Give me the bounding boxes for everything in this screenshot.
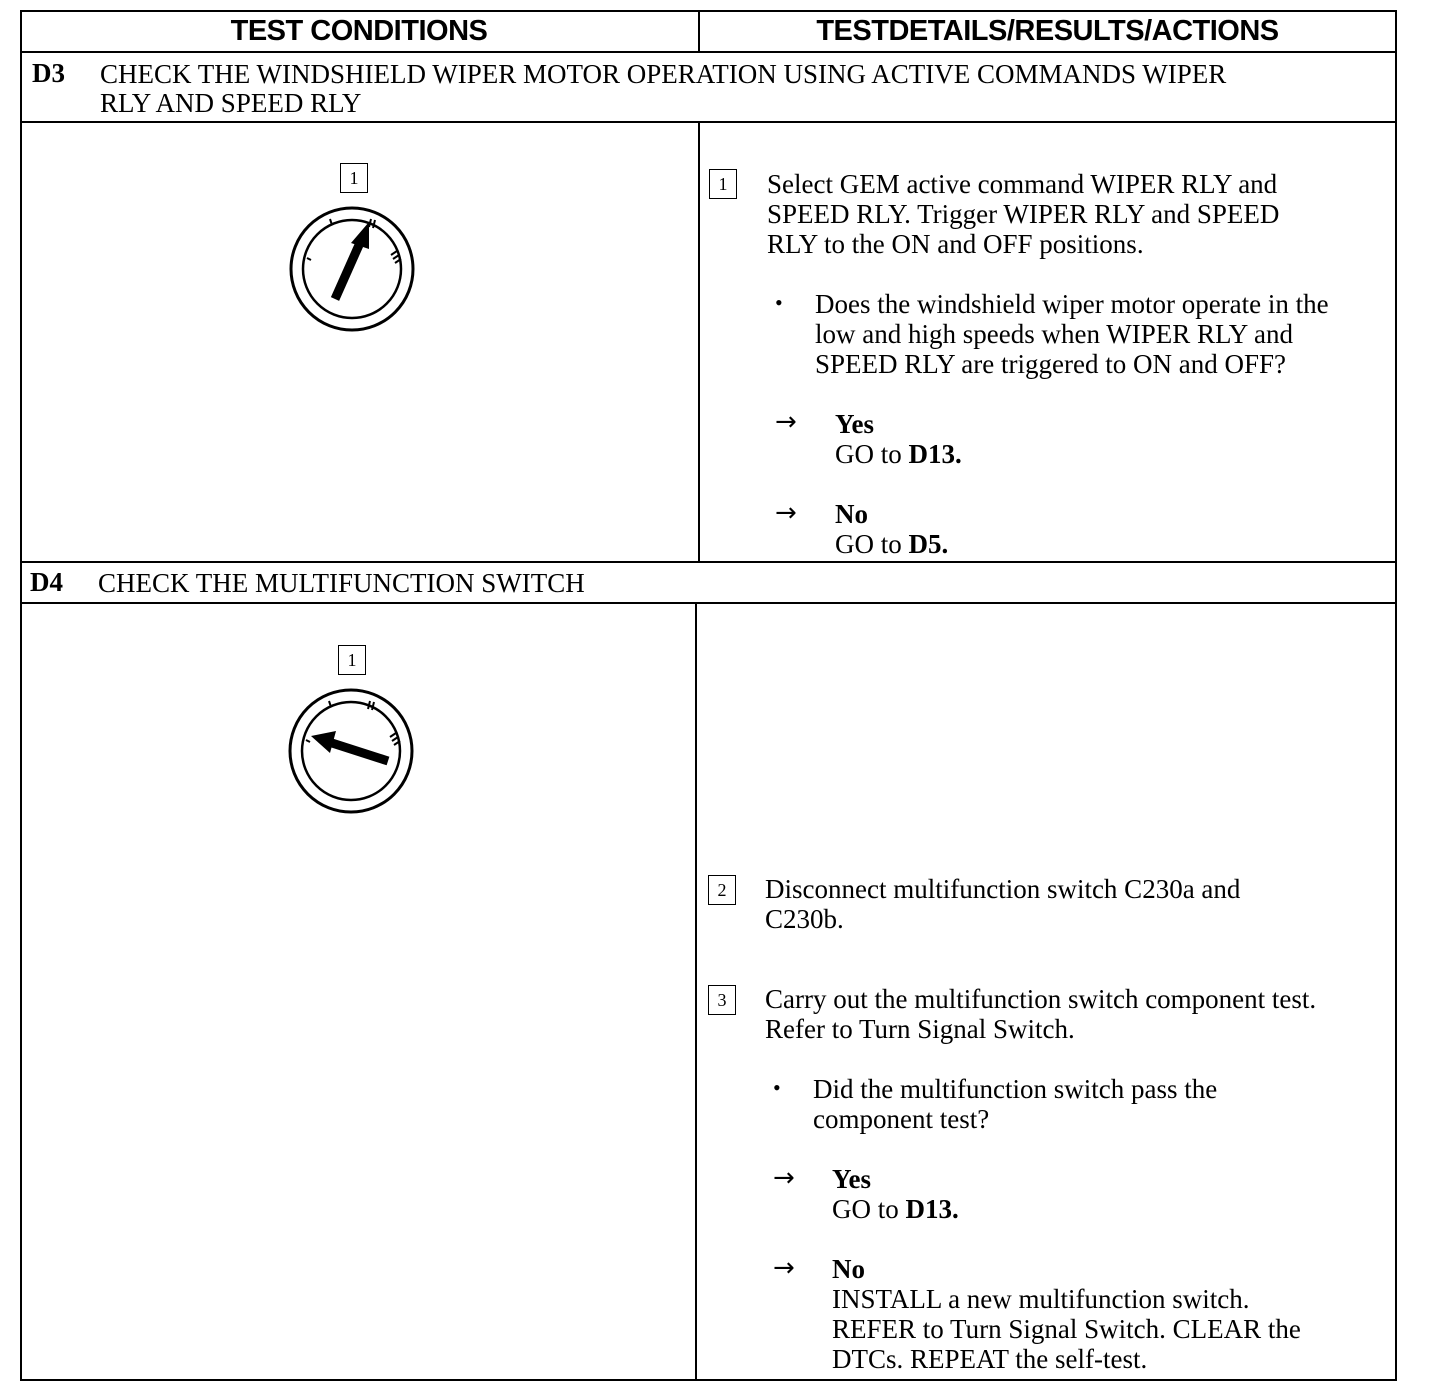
d3-step1-line1: Select GEM active command WIPER RLY and	[767, 169, 1278, 199]
d3-yes-action: GO to D13.	[835, 439, 962, 469]
d4-no-arrow-icon: →	[773, 1253, 795, 1283]
d3-yes-arrow-icon: →	[775, 407, 797, 437]
d4-top-divider	[20, 561, 1397, 563]
d4-no-action-line1: INSTALL a new multifunction switch.	[832, 1284, 1250, 1314]
ignition-switch-run-icon	[285, 205, 420, 335]
d4-yes-arrow-icon: →	[773, 1163, 795, 1193]
d4-no-label: No	[832, 1254, 865, 1284]
d4-yes-action: GO to D13.	[832, 1194, 959, 1224]
d4-no-action-line3: DTCs. REPEAT the self-test.	[832, 1344, 1148, 1374]
d4-step3-line1: Carry out the multifunction switch component test.	[765, 984, 1317, 1014]
d4-no-action-line2: REFER to Turn Signal Switch. CLEAR the	[832, 1314, 1301, 1344]
d3-step1-box: 1	[709, 169, 737, 199]
header-divider	[20, 51, 1397, 53]
d3-step1-line2: SPEED RLY. Trigger WIPER RLY and SPEED	[767, 199, 1280, 229]
d3-no-label: No	[835, 499, 868, 529]
d3-question-line1: Does the windshield wiper motor operate in the	[815, 289, 1329, 319]
d3-no-action: GO to D5.	[835, 529, 949, 559]
d3-question-bullet: •	[775, 290, 783, 315]
d4-step2-line1: Disconnect multifunction switch C230a and	[765, 874, 1241, 904]
d3-id: D3	[32, 58, 65, 88]
ignition-switch-off-icon	[284, 687, 419, 817]
d4-id: D4	[30, 567, 63, 597]
d3-question-line3: SPEED RLY are triggered to ON and OFF?	[815, 349, 1286, 379]
d3-title-line2: RLY AND SPEED RLY	[100, 88, 362, 118]
header-test-details: TESTDETAILS/RESULTS/ACTIONS	[816, 14, 1279, 47]
header-test-conditions: TEST CONDITIONS	[230, 14, 488, 47]
d3-question-line2: low and high speeds when WIPER RLY and	[815, 319, 1293, 349]
d4-step3-box: 3	[708, 985, 736, 1015]
d4-step3-line2: Refer to Turn Signal Switch.	[765, 1014, 1075, 1044]
d4-title-divider	[20, 602, 1397, 604]
d3-column-divider	[698, 121, 700, 563]
d4-yes-label: Yes	[832, 1164, 871, 1194]
d3-title-divider	[20, 121, 1397, 123]
d4-question-bullet: •	[773, 1075, 781, 1100]
d3-figure-step-box: 1	[340, 163, 368, 193]
d4-step2-line2: C230b.	[765, 904, 844, 934]
d4-column-divider	[695, 602, 697, 1381]
d3-no-arrow-icon: →	[775, 498, 797, 528]
d3-title-line1: CHECK THE WINDSHIELD WIPER MOTOR OPERATION USING ACTIVE COMMANDS WIPER	[100, 59, 1227, 89]
d4-question-line1: Did the multifunction switch pass the	[813, 1074, 1218, 1104]
d4-step2-box: 2	[708, 875, 736, 905]
d3-step1-line3: RLY to the ON and OFF positions.	[767, 229, 1144, 259]
d4-title: CHECK THE MULTIFUNCTION SWITCH	[98, 568, 585, 598]
d4-figure-step-box: 1	[338, 645, 366, 675]
d4-question-line2: component test?	[813, 1104, 990, 1134]
d3-yes-label: Yes	[835, 409, 874, 439]
